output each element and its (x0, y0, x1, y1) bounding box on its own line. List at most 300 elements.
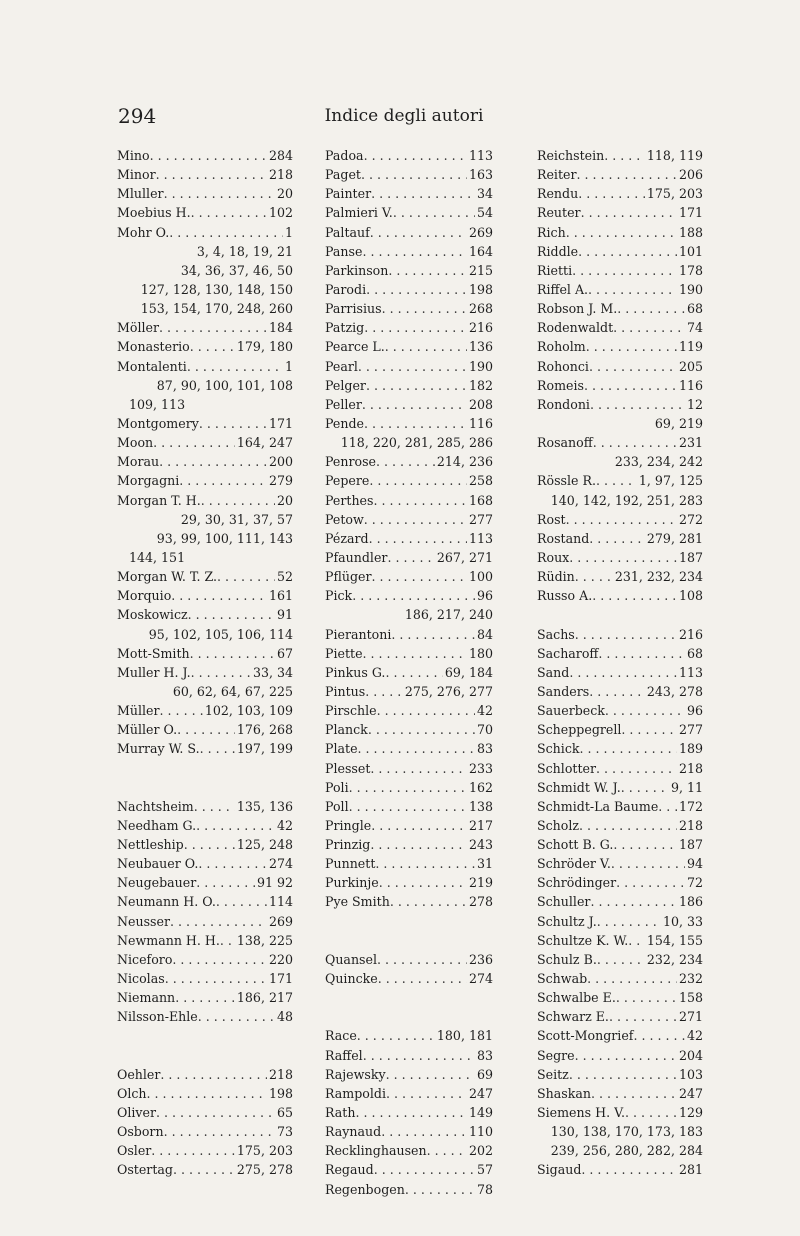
dot-leader (190, 337, 235, 356)
dot-leader (578, 242, 677, 261)
index-entry (117, 567, 293, 586)
author-name: Pintus (325, 683, 366, 699)
dot-leader (358, 739, 475, 758)
index-column-2 (325, 146, 493, 1199)
index-entry (117, 892, 293, 911)
page-references: 180, 181 (436, 1028, 493, 1044)
page-references: 171 (678, 205, 703, 221)
author-name: Schulz B. (537, 951, 597, 967)
page-references: 164, 247 (236, 435, 293, 451)
index-entry (537, 510, 703, 529)
dot-leader (179, 471, 267, 490)
page-list-continuation: 130, 138, 170, 173, 183 (550, 1124, 703, 1140)
index-entry (325, 720, 493, 739)
page-references: 116 (468, 415, 493, 431)
author-name: Schuller (537, 894, 591, 910)
index-entry (325, 223, 493, 242)
index-entry (537, 701, 703, 720)
dot-leader (374, 1160, 475, 1179)
page-references: 215 (468, 262, 493, 278)
author-name: Sand (537, 664, 570, 680)
page-references: 102, 103, 109 (204, 703, 293, 719)
dot-leader (587, 969, 677, 988)
index-entry (325, 471, 493, 490)
author-name: Rampoldi (325, 1085, 386, 1101)
index-entry (537, 223, 703, 242)
author-name: Osler (117, 1143, 152, 1159)
page-references: 200 (268, 454, 293, 470)
index-entry (117, 586, 293, 605)
page-references: 70 (476, 722, 493, 738)
dot-leader (382, 299, 467, 318)
dot-leader (578, 184, 645, 203)
author-name: Rost (537, 511, 566, 527)
dot-leader (596, 471, 637, 490)
dot-leader (581, 1160, 677, 1179)
author-name: Robson J. M. (537, 301, 618, 317)
page-references: 198 (468, 281, 493, 297)
author-name: Rodenwaldt (537, 320, 614, 336)
dot-leader (593, 433, 677, 452)
page-list-continuation: 144, 151 (129, 549, 186, 565)
page-references: 52 (276, 569, 293, 585)
dot-leader (633, 1026, 685, 1045)
dot-leader (369, 471, 467, 490)
author-name: Neumann H. O. (117, 894, 216, 910)
index-entry (117, 816, 293, 835)
page-references: 269 (268, 913, 293, 929)
dot-leader (370, 223, 467, 242)
dot-leader (368, 720, 475, 739)
page-references: 216 (468, 320, 493, 336)
index-entry (325, 625, 493, 644)
author-name: Quansel (325, 951, 377, 967)
page-references: 138, 225 (236, 932, 293, 948)
dot-leader (588, 280, 677, 299)
page-list-continuation: 95, 102, 105, 106, 114 (148, 626, 293, 642)
index-entry (325, 548, 493, 567)
dot-leader (386, 1065, 475, 1084)
page-references: 48 (276, 1009, 293, 1025)
author-name: Pézard (325, 530, 369, 546)
author-name: Needham G. (117, 817, 197, 833)
page-references: 108 (678, 588, 703, 604)
page-references: 206 (678, 167, 703, 183)
dot-leader (200, 739, 235, 758)
page-list-continuation: 239, 256, 280, 282, 284 (550, 1143, 703, 1159)
index-entry (325, 165, 493, 184)
section-gap (325, 931, 493, 950)
author-name: Schwalbe E. (537, 990, 616, 1006)
author-name: Pearce L. (325, 339, 385, 355)
page-references: 232 (678, 971, 703, 987)
author-name: Niemann (117, 990, 176, 1006)
dot-leader (393, 203, 475, 222)
author-name: Pye Smith (325, 894, 390, 910)
author-name: Morgagni (117, 473, 180, 489)
index-entry (325, 1160, 493, 1179)
page-references: 161 (268, 588, 293, 604)
page-references: 42 (276, 817, 293, 833)
page-list-continuation: 127, 128, 130, 148, 150 (140, 281, 293, 297)
page-references: 84 (476, 626, 493, 642)
dot-leader (628, 931, 645, 950)
author-name: Reuter (537, 205, 581, 221)
page-list-continuation: 118, 220, 281, 285, 286 (340, 435, 493, 451)
page-references: 31 (476, 856, 493, 872)
author-name: Segre (537, 1047, 575, 1063)
page-references: 187 (678, 837, 703, 853)
author-name: Schröder V. (537, 856, 611, 872)
index-entry (117, 644, 293, 663)
index-entry (537, 261, 703, 280)
page-references: 91 (276, 607, 293, 623)
dot-leader (164, 1122, 275, 1141)
dot-leader (364, 414, 467, 433)
index-entry (117, 739, 293, 758)
page-references: 190 (678, 281, 703, 297)
author-name: Sachs (537, 626, 575, 642)
page-references: 94 (686, 856, 703, 872)
author-name: Poll (325, 798, 349, 814)
dot-leader (575, 1046, 677, 1065)
dot-leader (378, 969, 467, 988)
dot-leader (605, 701, 685, 720)
index-entry (325, 395, 493, 414)
page-references: 243 (468, 837, 493, 853)
author-name: Nachtsheim (117, 798, 194, 814)
dot-leader (385, 337, 467, 356)
author-name: Paltauf (325, 224, 370, 240)
page-references: 118, 119 (646, 148, 703, 163)
page-references: 275, 278 (236, 1162, 293, 1178)
index-entry (537, 835, 703, 854)
author-name: Painter (325, 186, 372, 202)
index-entry (117, 223, 293, 242)
author-name: Raffel (325, 1047, 363, 1063)
page-references: 232, 234 (646, 951, 703, 967)
index-entry (537, 1065, 703, 1084)
dot-leader (590, 395, 685, 414)
index-entry (537, 357, 703, 376)
page-list-continuation: 93, 99, 100, 111, 143 (156, 530, 293, 546)
author-name: Neusser (117, 913, 170, 929)
author-name: Schott B. G. (537, 837, 614, 853)
page-references: 162 (468, 779, 493, 795)
index-entry (325, 816, 493, 835)
page-number: 294 (118, 104, 157, 128)
dot-leader (589, 357, 677, 376)
author-name: Russo A. (537, 588, 593, 604)
page-references: 197, 199 (236, 741, 293, 757)
author-name: Montgomery (117, 415, 199, 431)
page-references: 65 (276, 1105, 293, 1121)
page-references: 189 (678, 741, 703, 757)
dot-leader (156, 165, 267, 184)
author-name: Piette (325, 645, 363, 661)
page-references: 218 (678, 760, 703, 776)
dot-leader (177, 720, 235, 739)
dot-leader (390, 892, 467, 911)
page-references: 269 (468, 224, 493, 240)
author-name: Pierantoni (325, 626, 392, 642)
author-name: Schlotter (537, 760, 596, 776)
page-references: 103 (678, 1066, 703, 1082)
page-references: 67 (276, 645, 293, 661)
page-references: 220 (268, 951, 293, 967)
author-name: Scheppegrell (537, 722, 622, 738)
page-references: 172 (678, 798, 703, 814)
page-references: 168 (468, 492, 493, 508)
page-references: 113 (468, 530, 493, 546)
page-references: 1 (284, 358, 293, 374)
index-entry (537, 567, 703, 586)
author-name: Recklinghausen (325, 1143, 427, 1159)
author-name: Morgan T. H. (117, 492, 201, 508)
page-references: 184 (268, 320, 293, 336)
index-entry (537, 146, 703, 165)
author-name: Patzig (325, 320, 365, 336)
index-entry (537, 318, 703, 337)
page-list-continuation: 69, 219 (654, 415, 703, 431)
index-entry (117, 873, 293, 892)
dot-leader (164, 184, 275, 203)
dot-leader (194, 797, 235, 816)
author-name: Morquio (117, 588, 172, 604)
dot-leader (596, 759, 677, 778)
index-entry (537, 184, 703, 203)
index-entry (537, 471, 703, 490)
index-entry (117, 165, 293, 184)
dot-leader (377, 950, 467, 969)
index-entry (117, 912, 293, 931)
index-entry (325, 242, 493, 261)
dot-leader (165, 969, 267, 988)
author-name: Scholz (537, 817, 580, 833)
index-entry (117, 969, 293, 988)
page-references: 214, 236 (436, 454, 493, 470)
dot-leader (385, 663, 442, 682)
index-entry (325, 261, 493, 280)
dot-leader (580, 739, 677, 758)
author-name: Pfaundler (325, 549, 388, 565)
dot-leader (569, 1065, 677, 1084)
dot-leader (172, 950, 267, 969)
dot-leader (363, 1046, 475, 1065)
index-entry (537, 969, 703, 988)
author-name: Schick (537, 741, 580, 757)
index-entry (537, 720, 703, 739)
page-references: 198 (268, 1085, 293, 1101)
dot-leader (184, 835, 235, 854)
index-entry (325, 797, 493, 816)
page-references: 218 (678, 817, 703, 833)
author-name: Paget (325, 167, 361, 183)
dot-leader (609, 1007, 677, 1026)
index-entry (537, 203, 703, 222)
author-name: Moebius H. (117, 205, 191, 221)
page-references: 208 (468, 396, 493, 412)
index-entry (537, 586, 703, 605)
index-entry (537, 433, 703, 452)
index-entry (117, 491, 293, 510)
dot-leader (370, 759, 467, 778)
index-entry (537, 873, 703, 892)
index-entry (325, 835, 493, 854)
index-entry (537, 892, 703, 911)
section-gap (117, 1026, 293, 1045)
dot-leader (427, 1141, 467, 1160)
dot-leader (566, 510, 677, 529)
author-name: Monasterio (117, 339, 190, 355)
index-entry (325, 1084, 493, 1103)
page-references: 101 (678, 243, 703, 259)
author-name: Rohonci (537, 358, 589, 374)
dot-leader (362, 242, 467, 261)
index-entry (537, 1046, 703, 1065)
index-entry (537, 395, 703, 414)
page-references: 149 (468, 1105, 493, 1121)
author-name: Riddle (537, 243, 579, 259)
page-references: 231 (678, 435, 703, 451)
dot-leader (196, 816, 275, 835)
index-entry (325, 586, 493, 605)
index-entry (537, 376, 703, 395)
dot-leader (170, 912, 267, 931)
author-name: Nilsson-Ehle (117, 1009, 198, 1025)
author-name: Rich (537, 224, 566, 240)
dot-leader (151, 1141, 235, 1160)
author-name: Pepere (325, 473, 370, 489)
page-references: 42 (686, 1028, 703, 1044)
index-entry (117, 357, 293, 376)
page-references: 73 (276, 1124, 293, 1140)
author-name: Newmann H. H. (117, 932, 220, 948)
author-name: Padoa (325, 148, 364, 163)
page-references: 114 (268, 894, 293, 910)
index-entry (117, 337, 293, 356)
dot-leader (362, 395, 467, 414)
dot-leader (365, 682, 403, 701)
page-references: 274 (468, 971, 493, 987)
index-entry (537, 1160, 703, 1179)
author-name: Oliver (117, 1105, 156, 1121)
index-entry (537, 1103, 703, 1122)
index-column-1 (117, 146, 293, 1180)
index-entry (117, 203, 293, 222)
dot-leader (575, 567, 613, 586)
index-entry (117, 931, 293, 950)
page-list-continuation: 153, 154, 170, 248, 260 (140, 301, 293, 317)
page-list-continuation: 87, 90, 100, 101, 108 (156, 377, 293, 393)
index-entry (325, 739, 493, 758)
section-gap (117, 778, 293, 797)
dot-leader (569, 663, 677, 682)
author-name: Oehler (117, 1066, 161, 1082)
page-references: 188 (678, 224, 703, 240)
index-entry (537, 663, 703, 682)
page-references: 113 (678, 664, 703, 680)
page-references: 136 (468, 339, 493, 355)
index-entry (325, 1141, 493, 1160)
author-name: Sigaud (537, 1162, 582, 1178)
dot-leader (381, 1122, 467, 1141)
section-gap (117, 759, 293, 778)
index-entry (537, 280, 703, 299)
author-name: Reichstein (537, 148, 605, 163)
page-references: 279, 281 (646, 530, 703, 546)
page-references: 180 (468, 645, 493, 661)
author-name: Schmidt W. J. (537, 779, 621, 795)
index-entry (325, 1065, 493, 1084)
author-name: Poli (325, 779, 349, 795)
index-entry (117, 1141, 293, 1160)
page-references: 119 (678, 339, 703, 355)
dot-leader (156, 1103, 275, 1122)
index-entry (117, 452, 293, 471)
dot-leader (569, 548, 677, 567)
dot-leader (363, 644, 467, 663)
index-entry (537, 912, 703, 931)
page-references: 20 (276, 186, 293, 202)
dot-leader (364, 146, 467, 165)
author-name: Reiter (537, 167, 577, 183)
author-name: Sauerbeck (537, 703, 605, 719)
index-entry (325, 1103, 493, 1122)
index-entry (117, 854, 293, 873)
dot-leader (153, 433, 235, 452)
author-name: Moskowicz (117, 607, 188, 623)
page-list-continuation: 140, 142, 192, 251, 283 (550, 492, 703, 508)
author-name: Parrisius (325, 301, 382, 317)
index-entry (325, 1122, 493, 1141)
author-name: Möller (117, 320, 160, 336)
index-entry (325, 567, 493, 586)
page-references: 100 (468, 569, 493, 585)
index-entry (117, 1065, 293, 1084)
dot-leader (357, 1026, 435, 1045)
page-references: 219 (468, 875, 493, 891)
index-entry (325, 663, 493, 682)
index-entry (537, 242, 703, 261)
index-entry (325, 682, 493, 701)
index-entry (117, 1160, 293, 1179)
author-name: Sanders (537, 683, 590, 699)
page-references: 247 (468, 1085, 493, 1101)
author-name: Rostand (537, 530, 590, 546)
page-references: 284 (268, 148, 293, 163)
page-references: 110 (468, 1124, 493, 1140)
author-name: Rosanoff (537, 435, 593, 451)
dot-leader (364, 318, 467, 337)
author-name: Rajewsky (325, 1066, 386, 1082)
page-references: 279 (268, 473, 293, 489)
page-references: 202 (468, 1143, 493, 1159)
author-name: Schwarz E. (537, 1009, 609, 1025)
section-gap (325, 1007, 493, 1026)
dot-leader (173, 1160, 235, 1179)
dot-leader (160, 1065, 267, 1084)
dot-leader (147, 1084, 267, 1103)
page-references: 129 (678, 1105, 703, 1121)
author-name: Minor (117, 167, 156, 183)
author-name: Rondoni (537, 396, 590, 412)
index-entry (117, 414, 293, 433)
author-name: Punnett (325, 856, 376, 872)
dot-leader (217, 567, 275, 586)
index-entry (325, 280, 493, 299)
author-name: Moon (117, 435, 154, 451)
